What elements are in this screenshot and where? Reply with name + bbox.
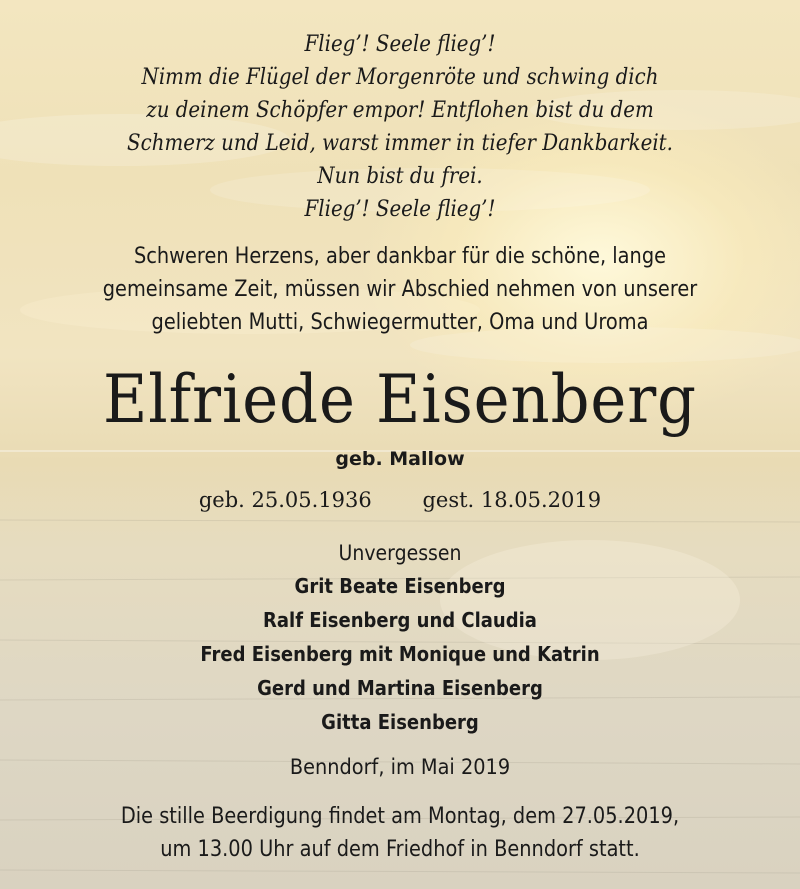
poem-line: Nimm die Flügel der Morgenröte und schwing dich xyxy=(141,65,659,90)
mourners xyxy=(0,538,800,739)
mourner-name: Fred Eisenberg mit Monique und Katrin xyxy=(200,642,600,666)
death-date: gest. 18.05.2019 xyxy=(422,488,602,512)
intro-line: geliebten Mutti, Schwiegermutter, Oma und Uroma xyxy=(151,310,649,335)
life-dates xyxy=(0,485,800,515)
deceased-name: Elfriede Eisenberg xyxy=(103,361,697,438)
funeral-line: Die stille Beerdigung findet am Montag, dem 27.05.2019, xyxy=(120,804,680,829)
mourner-name: Gerd und Martina Eisenberg xyxy=(257,676,543,700)
poem-line: Nun bist du frei. xyxy=(317,164,483,189)
funeral-info xyxy=(0,800,800,866)
intro-line: Schweren Herzens, aber dankbar für die schöne, lange xyxy=(133,244,667,269)
poem-line: Flieg’! Seele flieg’! xyxy=(304,197,496,222)
poem-line: Schmerz und Leid, warst immer in tiefer Dankbarkeit. xyxy=(127,131,673,156)
intro-line: gemeinsame Zeit, müssen wir Abschied nehmen von unserer xyxy=(102,277,698,302)
intro-text xyxy=(0,240,800,339)
maiden-name: geb. Mallow xyxy=(335,448,465,470)
funeral-line: um 13.00 Uhr auf dem Friedhof in Benndorf statt. xyxy=(160,837,640,862)
mourner-name: Grit Beate Eisenberg xyxy=(294,574,506,598)
poem xyxy=(0,28,800,226)
mourner-name: Ralf Eisenberg und Claudia xyxy=(263,608,537,632)
mourner-name: Gitta Eisenberg xyxy=(321,710,479,734)
poem-line: Flieg’! Seele flieg’! xyxy=(304,32,496,57)
place-and-date: Benndorf, im Mai 2019 xyxy=(289,755,511,779)
mourners-heading: Unvergessen xyxy=(338,541,462,565)
poem-line: zu deinem Schöpfer empor! Entflohen bist du dem xyxy=(146,98,654,123)
birth-date: geb. 25.05.1936 xyxy=(198,488,372,512)
